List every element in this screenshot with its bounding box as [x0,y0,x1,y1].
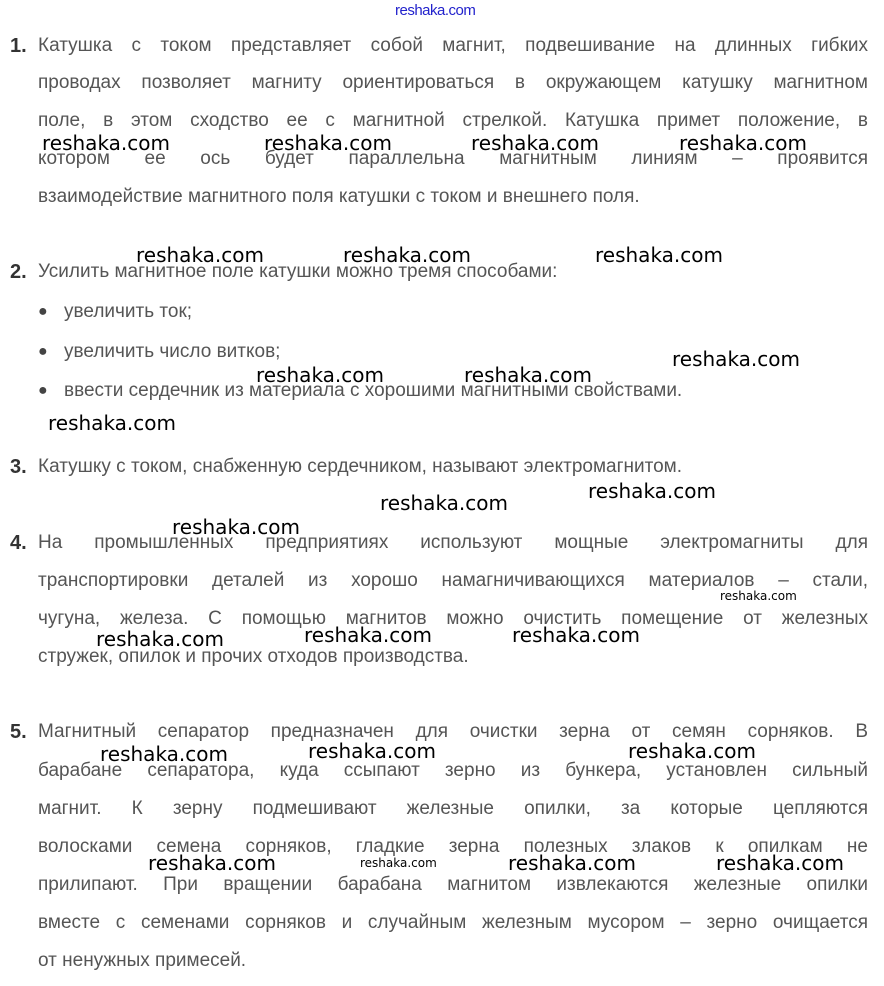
watermark: reshaka.com [672,347,800,371]
text-line: барабане сепаратора, куда ссыпают зерно из бункера, установлен сильный [38,760,868,781]
bullet-item: увеличить число витков; [64,341,281,362]
text-line: прилипают. При вращении барабана магнитом извлекаются железные опилки [38,874,868,895]
watermark: reshaka.com [264,131,392,155]
watermark: reshaka.com [304,623,432,647]
text-line: Катушку с током, снабженную сердечником, называют электромагнитом. [38,456,683,477]
text-line: Усилить магнитное поле катушки можно тремя способами: [38,261,558,282]
watermark: reshaka.com [48,411,176,435]
watermark: reshaka.com [679,131,807,155]
watermark: reshaka.com [96,627,224,651]
watermark: reshaka.com [512,623,640,647]
text-line: Катушка с током представляет собой магнит, подвешивание на длинных гибких [38,35,868,56]
text-line: Магнитный сепаратор предназначен для очистки зерна от семян сорняков. В [38,721,868,742]
watermark: reshaka.com [588,479,716,503]
watermark: reshaka.com [136,243,264,267]
text-line: проводах позволяет магниту ориентироваться в окружающем катушку магнитном [38,72,868,93]
watermark: reshaka.com [308,739,436,763]
text-line: котором ее ось будет параллельна магнитным линиям – проявится [38,148,868,169]
watermark: reshaka.com [471,131,599,155]
site-header-link[interactable]: reshaka.com [395,2,476,19]
watermark: reshaka.com [256,363,384,387]
bullet-icon: ● [38,343,48,360]
watermark: reshaka.com [508,851,636,875]
item-number: 2. [10,261,27,283]
text-line: от ненужных примесей. [38,950,247,971]
text-line: магнит. К зерну подмешивают железные опилки, за которые цепляются [38,798,868,819]
bullet-item: увеличить ток; [64,301,193,322]
watermark: reshaka.com [42,131,170,155]
watermark: reshaka.com [343,243,471,267]
text-line: поле, в этом сходство ее с магнитной стрелкой. Катушка примет положение, в [38,110,868,131]
text-line: стружек, опилок и прочих отходов производства. [38,646,469,667]
watermark: reshaka.com [380,491,508,515]
item-number: 3. [10,456,27,478]
watermark: reshaka.com [595,243,723,267]
watermark: reshaka.com [172,515,300,539]
watermark: reshaka.com [464,363,592,387]
bullet-icon: ● [38,382,48,399]
item-number: 1. [10,35,27,57]
bullet-item: ввести сердечник из материала с хорошими магнитными свойствами. [64,380,683,401]
text-line: транспортировки деталей из хорошо намагничивающихся материалов – стали, [38,570,868,591]
watermark: reshaka.com [716,851,844,875]
text-line: чугуна, железа. С помощью магнитов можно очистить помещение от железных [38,608,868,629]
watermark: reshaka.com [628,739,756,763]
text-line: волосками семена сорняков, гладкие зерна полезных злаков к опилкам не [38,836,868,857]
watermark: reshaka.com [720,589,797,603]
watermark: reshaka.com [148,851,276,875]
text-line: На промышленных предприятиях используют мощные электромагниты для [38,532,868,553]
bullet-icon: ● [38,303,48,320]
watermark: reshaka.com [360,856,437,870]
text-line: взаимодействие магнитного поля катушки с током и внешнего поля. [38,186,640,207]
item-number: 5. [10,721,27,743]
watermark: reshaka.com [100,742,228,766]
text-line: вместе с семенами сорняков и случайным железным мусором – зерно очищается [38,912,868,933]
item-number: 4. [10,532,27,554]
